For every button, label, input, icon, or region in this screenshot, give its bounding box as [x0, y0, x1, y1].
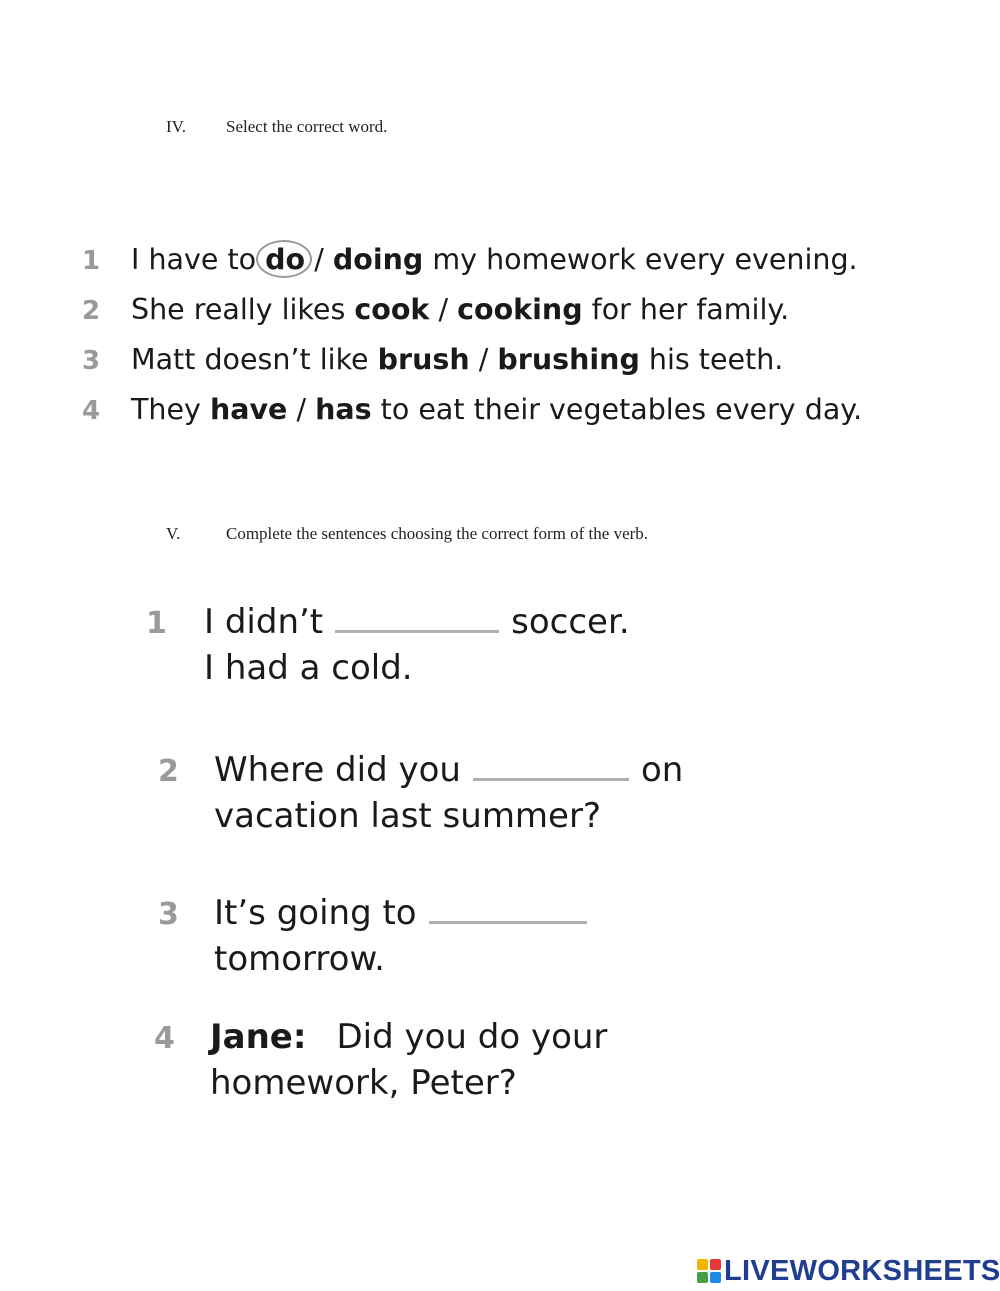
s5-line-2: homework, Peter? — [210, 1063, 517, 1103]
s5-text: I didn’t — [204, 602, 324, 642]
section-5-instruction — [166, 524, 648, 544]
s4-item-text: for her family. — [591, 293, 790, 326]
s4-item-text: They — [131, 393, 201, 426]
section-5-instruction-text: Complete the sentences choosing the correct form of the verb. — [226, 524, 649, 543]
s5-item-1 — [146, 599, 630, 691]
s4-item-number: 3 — [82, 346, 101, 376]
s5-text: It’s going to — [214, 893, 417, 933]
s4-option-1[interactable]: have — [209, 393, 288, 426]
s5-item-number: 4 — [154, 1021, 175, 1056]
answer-blank-2[interactable] — [473, 750, 629, 781]
s4-option-2[interactable]: has — [315, 393, 372, 426]
s4-item-text: his teeth. — [648, 343, 784, 376]
logo-text: LIVEWORKSHEETS — [724, 1254, 1000, 1287]
s4-item-text: my homework every evening. — [432, 243, 858, 276]
section-5-roman: V. — [166, 524, 181, 543]
s4-option-2[interactable]: brushing — [497, 343, 640, 376]
s4-item-4 — [82, 393, 862, 426]
liveworksheets-logo — [697, 1254, 1000, 1288]
s5-text: Did you do your — [336, 1017, 608, 1057]
s4-item-text: Matt doesn’t like — [131, 343, 369, 376]
s5-item-4 — [154, 1014, 608, 1106]
s4-item-number: 2 — [82, 296, 101, 326]
s4-item-2 — [82, 293, 789, 326]
logo-blocks-icon — [697, 1259, 721, 1283]
s4-option-2[interactable]: cooking — [457, 293, 583, 326]
s4-separator: / — [314, 243, 324, 276]
s4-item-text: She really likes — [131, 293, 346, 326]
s5-text: soccer. — [511, 602, 630, 642]
s4-item-text: to eat their vegetables every day. — [380, 393, 863, 426]
s5-text: on — [640, 750, 684, 790]
s4-option-1[interactable]: cook — [354, 293, 430, 326]
s5-item-3 — [158, 890, 599, 982]
s5-line-2: vacation last summer? — [214, 796, 601, 836]
s4-item-number: 4 — [82, 396, 101, 426]
answer-blank-3[interactable] — [429, 893, 587, 924]
s4-option-1[interactable]: brush — [377, 343, 470, 376]
s4-separator: / — [478, 343, 489, 376]
s4-option-2[interactable]: doing — [332, 243, 424, 276]
s5-line-1 — [214, 890, 599, 936]
s4-item-3 — [82, 343, 783, 376]
s5-line-2: tomorrow. — [214, 939, 385, 979]
s5-item-number: 2 — [158, 754, 179, 789]
s5-item-number: 3 — [158, 897, 179, 932]
speaker-label: Jane: — [210, 1017, 307, 1057]
s4-separator: / — [296, 393, 307, 426]
s5-text: Where did you — [214, 750, 461, 790]
s5-line-1 — [214, 747, 683, 793]
s4-item-1 — [82, 243, 858, 276]
s4-item-number: 1 — [82, 246, 101, 276]
s5-item-number: 1 — [146, 606, 167, 641]
s4-separator: / — [438, 293, 449, 326]
section-4-instruction-text: Select the correct word. — [226, 117, 388, 136]
s4-option-1-selected[interactable]: do — [265, 243, 306, 276]
s5-line-1 — [204, 599, 630, 645]
answer-blank-1[interactable] — [335, 602, 499, 633]
section-4-roman: IV. — [166, 117, 186, 136]
s4-item-text: I have to — [131, 243, 257, 276]
s5-line-2: I had a cold. — [204, 648, 413, 688]
section-4-instruction — [166, 117, 387, 137]
s5-line-1 — [210, 1014, 607, 1060]
s5-item-2 — [158, 747, 684, 839]
